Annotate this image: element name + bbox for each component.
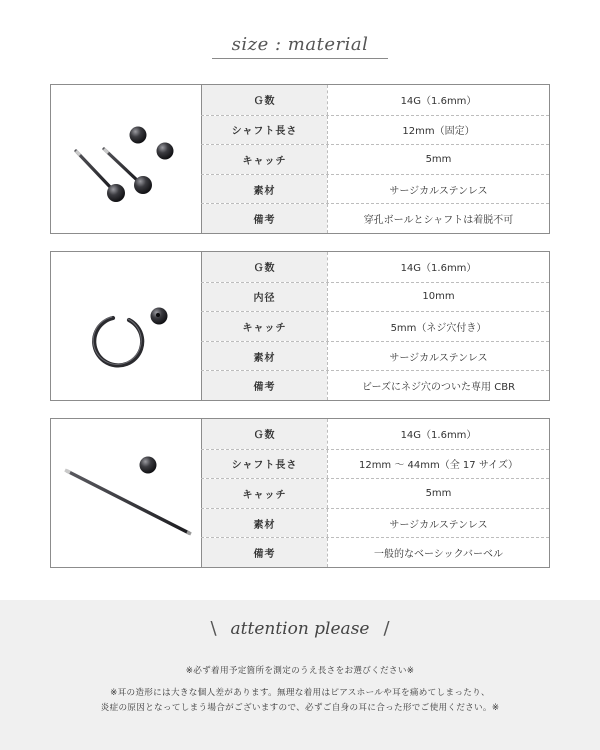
spec-row-material	[201, 174, 549, 204]
attention-note-warning-line-2: 炎症の原因となってしまう場合がございますので、必ずご自身の耳に合った形でご使用ください。※	[100, 703, 500, 713]
product-image-straight-barbell	[51, 85, 201, 233]
product-image-cbr	[51, 252, 201, 400]
size-material-heading: size : material	[231, 34, 369, 55]
spec-label: 素材	[201, 342, 327, 371]
spec-value: サージカルステンレス	[327, 175, 549, 204]
attention-note-measure: ※必ず着用予定箇所を測定のうえ長さをお選びください※	[185, 666, 415, 676]
spec-table-basic-barbell	[50, 418, 550, 568]
spec-label: シャフト長さ	[201, 116, 327, 145]
spec-label: キャッチ	[201, 479, 327, 508]
spec-row-shaft-length	[201, 449, 549, 479]
spec-label: キャッチ	[201, 145, 327, 174]
spec-value: サージカルステンレス	[327, 342, 549, 371]
spec-value: 14G（1.6mm）	[327, 419, 549, 449]
attention-heading-text: attention please	[230, 619, 370, 639]
spec-row-inner-diameter	[201, 282, 549, 312]
spec-label: 備考	[201, 204, 327, 233]
spec-value: 5mm（ネジ穴付き）	[327, 312, 549, 341]
spec-value: 12mm（固定）	[327, 116, 549, 145]
spec-row-gauge	[201, 252, 549, 282]
slash-right: /	[383, 618, 390, 639]
spec-label: Ｇ数	[201, 252, 327, 282]
spec-row-remarks	[201, 203, 549, 233]
attention-note-warning-line-1: ※耳の造形には大きな個人差があります。無理な着用はピアスホールや耳を痛めてしまったり、	[110, 688, 490, 698]
spec-row-shaft-length	[201, 115, 549, 145]
spec-label: 備考	[201, 538, 327, 567]
heading-underline	[212, 58, 388, 59]
spec-row-material	[201, 341, 549, 371]
spec-row-remarks	[201, 370, 549, 400]
spec-row-gauge	[201, 85, 549, 115]
spec-value: 5mm	[327, 145, 549, 174]
spec-row-catch	[201, 311, 549, 341]
spec-value: 10mm	[327, 283, 549, 312]
spec-label: 素材	[201, 175, 327, 204]
spec-value: 12mm ～ 44mm（全 17 サイズ）	[327, 450, 549, 479]
spec-table-straight-barbell	[50, 84, 550, 234]
spec-value: 5mm	[327, 479, 549, 508]
spec-row-catch	[201, 478, 549, 508]
spec-value: サージカルステンレス	[327, 509, 549, 538]
spec-row-material	[201, 508, 549, 538]
spec-value: 14G（1.6mm）	[327, 252, 549, 282]
spec-label: 内径	[201, 283, 327, 312]
spec-value: 14G（1.6mm）	[327, 85, 549, 115]
attention-heading	[0, 618, 600, 639]
spec-label: シャフト長さ	[201, 450, 327, 479]
spec-label: キャッチ	[201, 312, 327, 341]
spec-row-gauge	[201, 419, 549, 449]
spec-label: 素材	[201, 509, 327, 538]
product-image-basic-barbell	[51, 419, 201, 567]
spec-row-catch	[201, 144, 549, 174]
spec-value: ビーズにネジ穴のついた専用 CBR	[327, 371, 549, 400]
slash-left: \	[210, 618, 217, 639]
spec-value: 一般的なベーシックバーベル	[327, 538, 549, 567]
spec-label: 備考	[201, 371, 327, 400]
spec-label: Ｇ数	[201, 419, 327, 449]
spec-label: Ｇ数	[201, 85, 327, 115]
spec-value: 穿孔ボールとシャフトは着脱不可	[327, 204, 549, 233]
spec-row-remarks	[201, 537, 549, 567]
spec-table-cbr	[50, 251, 550, 401]
